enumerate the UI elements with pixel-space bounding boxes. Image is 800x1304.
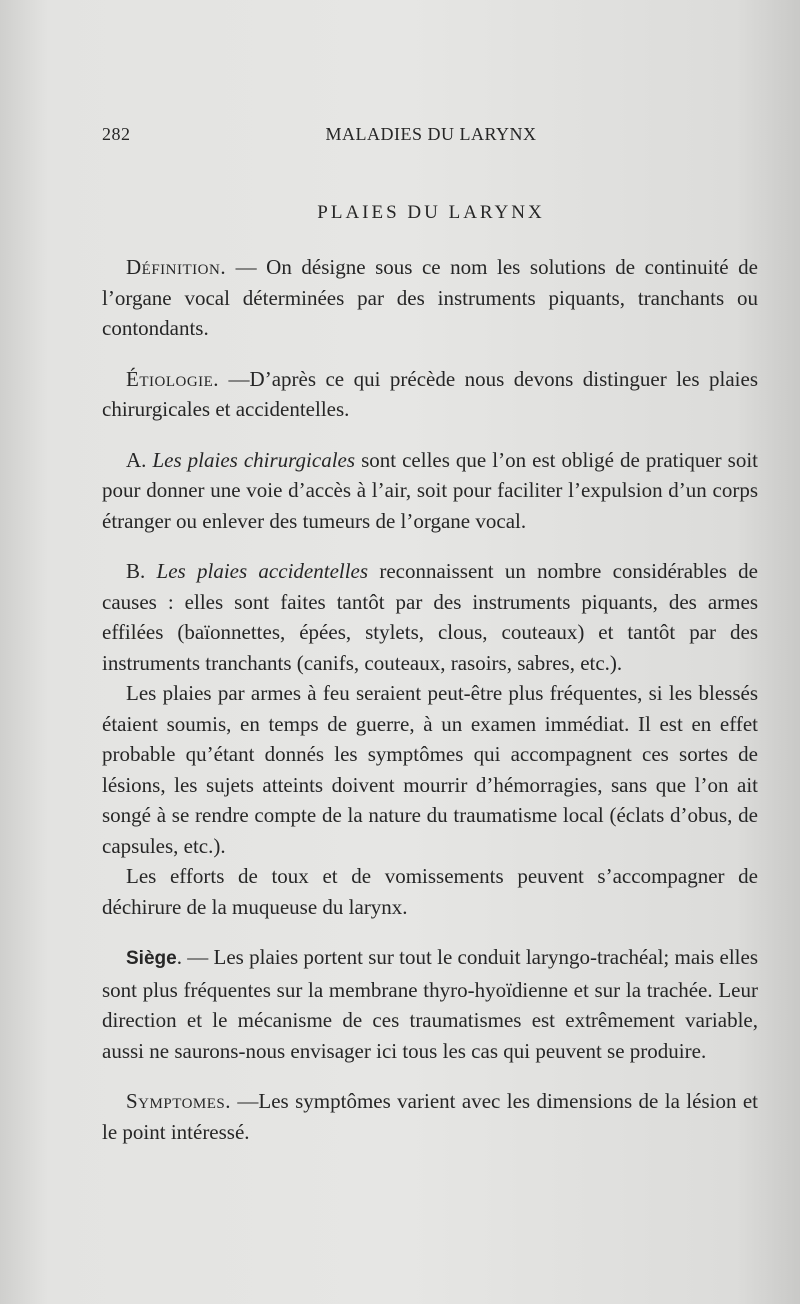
paragraph-siege — [102, 942, 758, 1066]
a-text: sont celles que l’on est obligé de pratiquer soit pour donner une voie d’accès à l’air, soit pour faciliter l’expulsion d’un corps étranger ou enlever des tumeurs de l’organe vocal. — [102, 447, 758, 533]
b-prefix: B. — [126, 559, 157, 583]
symptomes-label: Symptomes. — [126, 1089, 232, 1113]
paragraph-symptomes — [102, 1086, 758, 1147]
etiologie-text: —D’après ce qui précède nous devons distinguer les plaies chirurgicales et accidentelles. — [102, 366, 758, 421]
etiologie-label: Étiologie. — [126, 366, 220, 391]
armes-feu-text: Les plaies par armes à feu seraient peut-être plus fréquentes, si les blessés étaient soumis, en temps de guerre, à un examen immédiat. Il est en effet probable qu’étant donnés les symptômes qui accompagnent ces sortes de lésions, les sujets atteints doivent mourrir d’hémorragies, sans que l’on ait songé à se rendre compte de la nature du traumatisme local (éclats d’obus, de capsules, etc.). — [102, 681, 758, 858]
paragraph-armes-feu — [102, 678, 758, 861]
definition-text: — On désigne sous ce nom les solutions de continuité de l’organe vocal déterminées par des instruments piquants, tranchants ou contondants. — [102, 255, 758, 340]
page-header — [102, 124, 760, 152]
siege-text: . — Les plaies portent sur tout le conduit laryngo-trachéal; mais elles sont plus fréquentes sur la membrane thyro-hyoïdienne et sur la trachée. Leur direction et le mécanisme de ces traumatismes est extrêmement variable, aussi ne saurons-nous envisager ici tous les cas qui peuvent se produire. — [102, 945, 758, 1063]
a-emphasis: Les plaies chirurgicales — [152, 447, 356, 472]
paragraph-efforts — [102, 861, 758, 922]
body-text — [102, 252, 758, 1147]
paragraph-etiologie — [102, 364, 758, 425]
paragraph-b — [102, 556, 758, 678]
paragraph-a — [102, 445, 758, 537]
definition-label: Définition. — [126, 255, 227, 279]
paragraph-definition — [102, 252, 758, 344]
running-title: MALADIES DU LARYNX — [325, 124, 537, 144]
siege-label: Siège — [126, 948, 177, 969]
section-title: PLAIES DU LARYNX — [317, 202, 545, 223]
page-number: 282 — [102, 124, 131, 144]
a-prefix: A. — [126, 447, 153, 472]
b-emphasis: Les plaies accidentelles — [156, 559, 369, 583]
b-text: reconnaissent un nombre considérables de causes : elles sont faites tantôt par des instruments piquants, des armes effilées (baïonnettes, épées, stylets, clous, couteaux) et tantôt par des instruments tranchants (canifs, couteaux, rasoirs, sabres, etc.). — [102, 559, 758, 675]
symptomes-text: —Les symptômes varient avec les dimensions de la lésion et le point intéressé. — [102, 1089, 758, 1144]
efforts-text: Les efforts de toux et de vomissements peuvent s’accompagner de déchirure de la muqueuse du larynx. — [102, 864, 758, 919]
